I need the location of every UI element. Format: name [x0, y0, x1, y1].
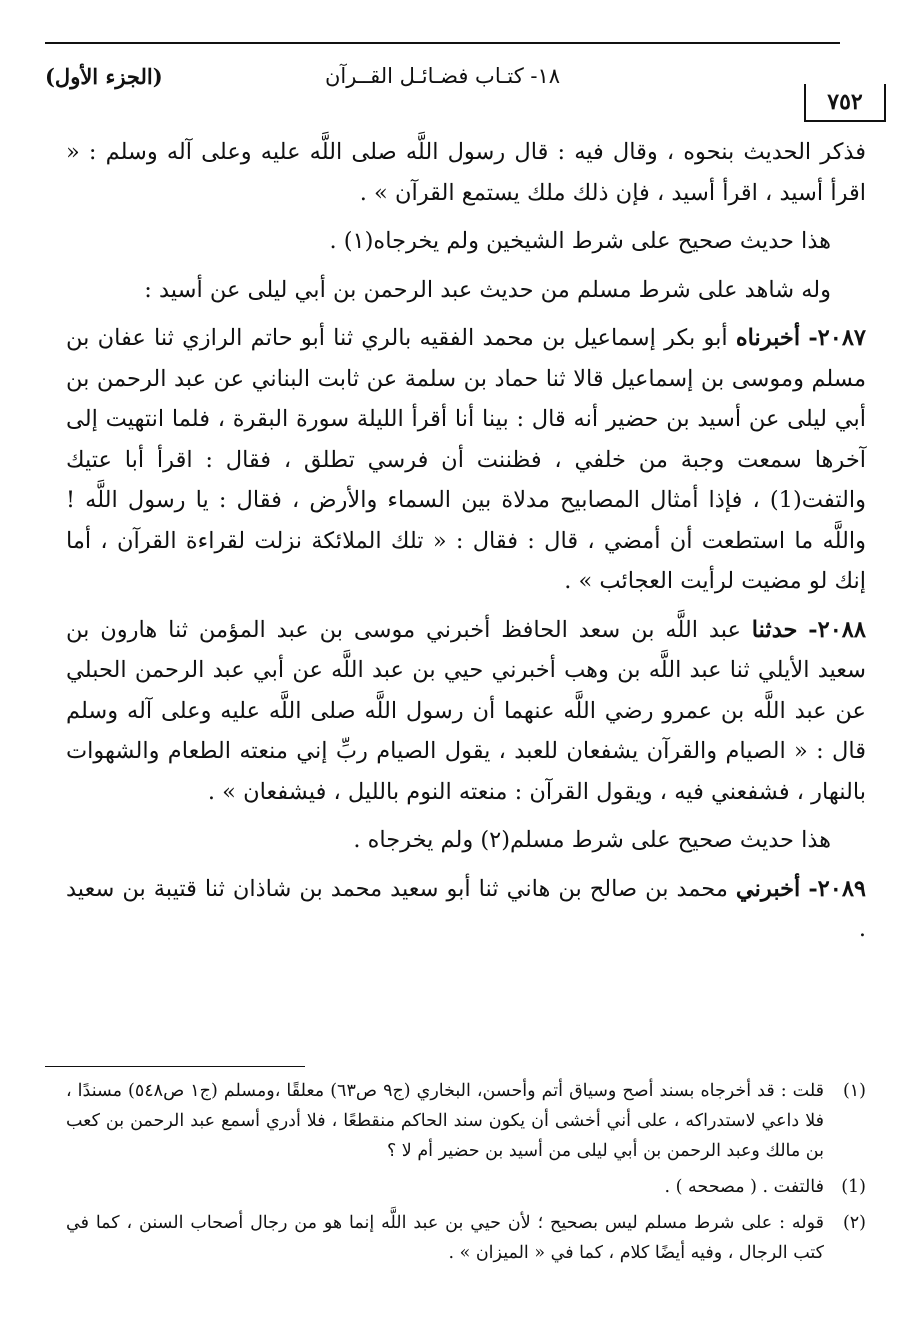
hadith-number: ٢٠٨٨-	[808, 616, 866, 643]
hadith-keyword: أخبرناه	[735, 325, 801, 351]
paragraph-2: هذا حديث صحيح على شرط الشيخين ولم يخرجاه(١) .	[329, 228, 831, 254]
hadith-number: ٢٠٨٧-	[808, 325, 867, 351]
hadith-2087	[66, 318, 866, 602]
hadith-number: ٢٠٨٩-	[808, 875, 866, 902]
paragraph-4: هذا حديث صحيح على شرط مسلم(٢) ولم يخرجاه .	[353, 827, 831, 853]
footnote-text: قوله : على شرط مسلم ليس بصحيح ؛ لأن حيي بن عبد اللَّه إنما هو من رجال أصحاب السنن ، كما في كتب الرجال ، وفيه أيضًا كلام ، كما في « الميزان » .	[66, 1213, 824, 1263]
footnote-mark: (1)	[841, 1177, 866, 1197]
header-rule	[45, 42, 840, 44]
footnotes	[66, 1076, 866, 1274]
paragraph-3: وله شاهد على شرط مسلم من حديث عبد الرحمن بن أبي ليلى عن أسيد :	[144, 276, 831, 303]
hadith-text: محمد بن صالح بن هاني ثنا أبو سعيد محمد بن شاذان ثنا قتيبة بن سعيد .	[66, 875, 866, 942]
footnote-text: فالتفت . ( مصححه ) .	[664, 1177, 824, 1197]
hadith-keyword: حدثنا	[751, 616, 798, 643]
hadith-2089	[66, 869, 866, 950]
footnote-text: قلت : قد أخرجاه بسند أصح وسياق أتم وأحسن، البخاري (ج٩ ص٦٣) معلقًا ،ومسلم (ج١ ص٥٤٨) مسندًا ، فلا داعي لاستدراكه ، على أني أخشى أن يكون سند الحاكم منقطعًا ، فلا أدري أسمع عبد الرحمن بن كعب بن مالك وعبد الرحمن بن أبي ليلى من أسيد بن حضير أم لا ؟	[66, 1081, 824, 1161]
page-number: ٧٥٢	[804, 84, 886, 122]
volume-label: (الجزء الأول)	[45, 64, 163, 89]
footnote	[66, 1208, 866, 1268]
footnote-rule	[45, 1066, 305, 1067]
chapter-title: ١٨- كتـاب فضـائـل القــرآن	[325, 64, 561, 88]
hadith-text: عبد اللَّه بن سعد الحافظ أخبرني موسى بن عبد المؤمن ثنا هارون بن سعيد الأيلي ثنا عبد اللَّه بن وهب أخبرني حيي بن عبد اللَّه عن أبي عبد الرحمن الحبلي عن عبد اللَّه بن عمرو رضي اللَّه عنهما أن رسول اللَّه صلى اللَّه عليه وعلى آله وسلم قال : « الصيام والقرآن يشفعان للعبد ، يقول الصيام ربِّ إني منعته الطعام والشهوات بالنهار ، فشفعني فيه ، ويقول القرآن : منعته النوم بالليل ، فيشفعان » .	[66, 616, 866, 805]
hadith-text: أبو بكر إسماعيل بن محمد الفقيه بالري ثنا أبو حاتم الرازي ثنا عفان بن مسلم وموسى بن إسماعيل قالا ثنا حماد بن سلمة عن ثابت البناني عن عبد الرحمن بن أبي ليلى عن أسيد بن حضير أنه قال : بينا أنا أقرأ الليلة سورة البقرة ، فلما انتهيت إلى آخرها سمعت وجبة من خلفي ، فظننت أن فرسي تطلق ، فقال : اقرأ أبا عتيك والتفت(1) ، فإذا أمثال المصابيح مدلاة بين السماء والأرض ، فقال : يا رسول اللَّه ! واللَّه ما استطعت أن أمضي ، قال : فقال : « تلك الملائكة نزلت لقراءة القرآن ، أما إنك لو مضيت لرأيت العجائب » .	[66, 325, 866, 594]
footnote	[66, 1076, 866, 1166]
footnote-mark: (١)	[842, 1081, 866, 1101]
page-header	[45, 58, 885, 98]
main-text	[66, 132, 866, 958]
footnote-mark: (٢)	[842, 1213, 866, 1233]
paragraph-1: فذكر الحديث بنحوه ، وقال فيه : قال رسول اللَّه صلى اللَّه عليه وعلى آله وسلم : « اقرأ أسيد ، اقرأ أسيد ، فإن ذلك ملك يستمع القرآن » .	[66, 139, 866, 206]
hadith-2088	[66, 610, 866, 813]
footnote	[66, 1172, 866, 1202]
hadith-keyword: أخبرني	[735, 875, 801, 902]
